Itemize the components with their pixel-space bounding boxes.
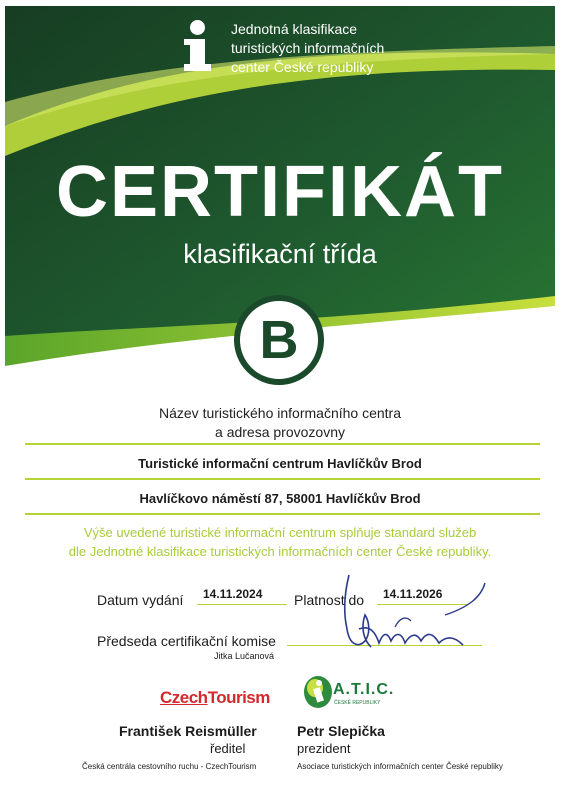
czechtourism-logo-part: Tourism — [207, 688, 270, 707]
committee-name: Jitka Lučanová — [214, 651, 275, 661]
signatory-role: prezident — [297, 741, 351, 756]
validity-label: Platnost do — [294, 592, 365, 608]
atic-logo-text: A.T.I.C. — [333, 681, 395, 698]
center-name: Turistické informační centrum Havlíčkův Brod — [138, 456, 422, 471]
certificate — [5, 6, 555, 794]
issue-date-value: 14.11.2024 — [203, 587, 263, 601]
statement-line: dle Jednotné klasifikace turistických informačních center České republiky. — [68, 544, 492, 559]
signatory-role: ředitel — [210, 741, 246, 756]
center-label-line: a adresa provozovny — [215, 424, 345, 440]
header-line: turistických informačních — [231, 40, 385, 56]
signatory-name: Petr Slepička — [297, 723, 385, 739]
header-line: center České republiky — [231, 59, 374, 75]
center-label-line: Název turistického informačního centra — [159, 405, 401, 421]
header-info — [181, 20, 384, 77]
issue-date-line — [197, 604, 287, 605]
certificate-subtitle: klasifikační třída — [183, 239, 377, 269]
header-text — [231, 20, 384, 77]
header-line: Jednotná klasifikace — [231, 21, 358, 37]
divider — [25, 513, 540, 515]
czechtourism-logo-part: Czech — [160, 688, 208, 707]
atic-logo-icon — [303, 674, 333, 715]
certificate-title: CERTIFIKÁT — [56, 152, 504, 232]
statement-line: Výše uvedené turistické informační centrum splňuje standard služeb — [83, 525, 477, 540]
signatory-org: Asociace turistických informačních center České republiky — [297, 762, 503, 771]
committee-label: Předseda certifikační komise — [97, 633, 276, 649]
signatory-org: Česká centrála cestovního ruchu - CzechTourism — [82, 762, 257, 771]
signatory-name: František Reismüller — [119, 723, 257, 739]
center-address: Havlíčkovo náměstí 87, 58001 Havlíčkův Brod — [139, 491, 421, 506]
validity-value: 14.11.2026 — [383, 587, 443, 601]
handwritten-signature — [335, 571, 495, 676]
atic-logo-subtext: ČESKÉ REPUBLIKY — [334, 700, 381, 706]
divider — [25, 478, 540, 480]
class-letter-badge: B — [234, 295, 324, 385]
czechtourism-logo — [160, 688, 270, 708]
issue-date-label: Datum vydání — [97, 592, 184, 608]
info-icon — [181, 20, 217, 72]
divider — [25, 443, 540, 445]
